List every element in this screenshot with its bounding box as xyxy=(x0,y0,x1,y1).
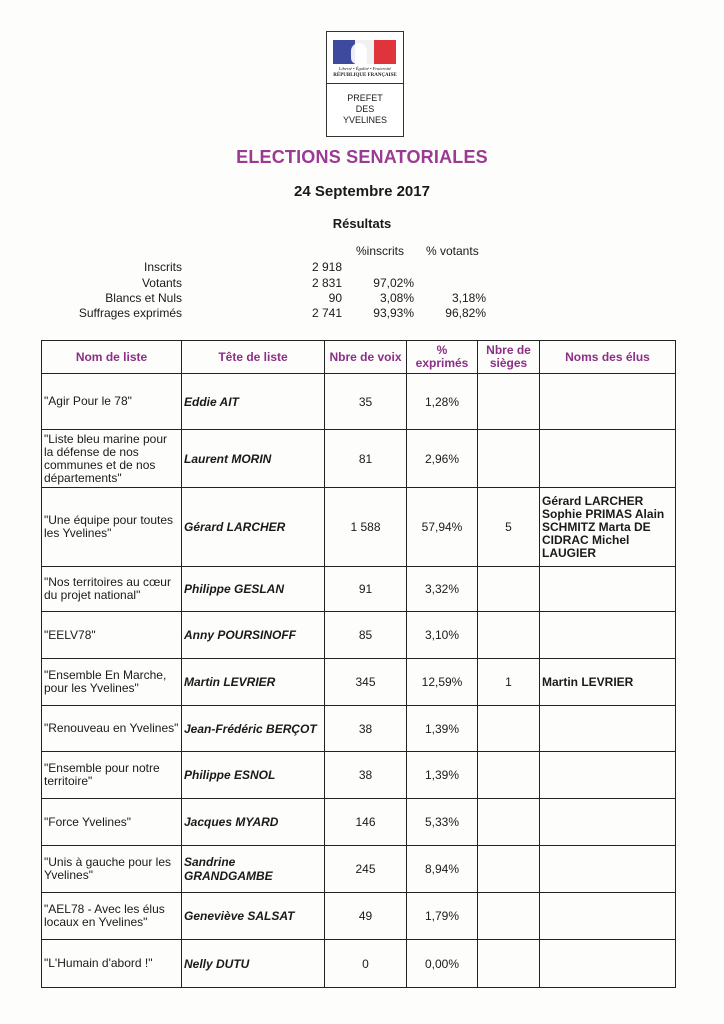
table-row xyxy=(42,846,676,893)
cell-elus xyxy=(540,799,676,846)
cell-elus xyxy=(540,612,676,659)
cell-liste: "Agir Pour le 78" xyxy=(42,374,182,430)
cell-voix: 1 588 xyxy=(325,488,407,567)
cell-elus xyxy=(540,893,676,940)
col-header: Nom de liste xyxy=(42,341,182,374)
results-heading: Résultats xyxy=(332,216,392,231)
col-header: Tête de liste xyxy=(182,341,325,374)
cell-voix: 345 xyxy=(325,659,407,706)
logo-republic: RÉPUBLIQUE FRANÇAISE xyxy=(333,73,397,78)
table-header-row xyxy=(42,341,676,374)
cell-tete: Gérard LARCHER xyxy=(182,488,325,567)
cell-voix: 81 xyxy=(325,430,407,488)
cell-liste: "EELV78" xyxy=(42,612,182,659)
cell-voix: 49 xyxy=(325,893,407,940)
cell-pct: 5,33% xyxy=(407,799,478,846)
cell-voix: 85 xyxy=(325,612,407,659)
cell-pct: 12,59% xyxy=(407,659,478,706)
cell-pct: 1,39% xyxy=(407,752,478,799)
cell-liste: "L'Humain d'abord !" xyxy=(42,940,182,988)
cell-elus: Gérard LARCHER Sophie PRIMAS Alain SCHMITZ Marta DE CIDRAC Michel LAUGIER xyxy=(540,488,676,567)
cell-sieges xyxy=(478,893,540,940)
marianne-flag-icon xyxy=(333,40,396,64)
cell-voix: 38 xyxy=(325,752,407,799)
summary-label: Votants xyxy=(141,276,182,290)
col-header: Nbre de sièges xyxy=(478,341,540,374)
cell-pct: 0,00% xyxy=(407,940,478,988)
cell-pct: 8,94% xyxy=(407,846,478,893)
prefecture-logo xyxy=(326,31,404,137)
cell-elus xyxy=(540,940,676,988)
summary-label: Blancs et Nuls xyxy=(105,291,182,305)
summary-pct-inscrits: 3,08% xyxy=(379,291,414,305)
cell-sieges xyxy=(478,799,540,846)
cell-elus xyxy=(540,706,676,752)
prefet-label: PREFET DES YVELINES xyxy=(342,93,388,125)
cell-liste: "Nos territoires au cœur du projet national" xyxy=(42,567,182,612)
table-row xyxy=(42,893,676,940)
cell-liste: "Ensemble pour notre territoire" xyxy=(42,752,182,799)
col-header: Nbre de voix xyxy=(325,341,407,374)
cell-tete: Sandrine GRANDGAMBE xyxy=(182,846,325,893)
cell-sieges xyxy=(478,752,540,799)
cell-pct: 3,32% xyxy=(407,567,478,612)
cell-pct: 57,94% xyxy=(407,488,478,567)
cell-sieges xyxy=(478,612,540,659)
cell-sieges xyxy=(478,846,540,893)
cell-tete: Philippe GESLAN xyxy=(182,567,325,612)
logo-motto: Liberté • Égalité • Fraternité xyxy=(338,66,392,71)
cell-pct: 1,79% xyxy=(407,893,478,940)
election-date: 24 Septembre 2017 xyxy=(294,183,430,200)
cell-sieges: 1 xyxy=(478,659,540,706)
summary-value: 2 918 xyxy=(311,260,342,274)
cell-tete: Geneviève SALSAT xyxy=(182,893,325,940)
cell-liste: "Renouveau en Yvelines" xyxy=(42,706,182,752)
cell-sieges xyxy=(478,430,540,488)
cell-tete: Anny POURSINOFF xyxy=(182,612,325,659)
logo-divider xyxy=(327,83,403,84)
summary-value: 2 831 xyxy=(311,276,342,290)
col-header: % exprimés xyxy=(407,341,478,374)
cell-voix: 91 xyxy=(325,567,407,612)
cell-tete: Jean-Frédéric BERÇOT xyxy=(182,706,325,752)
cell-elus xyxy=(540,752,676,799)
cell-voix: 38 xyxy=(325,706,407,752)
summary-col-votants: % votants xyxy=(426,244,479,258)
cell-elus: Martin LEVRIER xyxy=(540,659,676,706)
results-table xyxy=(41,340,676,988)
cell-tete: Philippe ESNOL xyxy=(182,752,325,799)
table-row xyxy=(42,706,676,752)
cell-voix: 0 xyxy=(325,940,407,988)
cell-sieges xyxy=(478,567,540,612)
table-row xyxy=(42,799,676,846)
cell-voix: 146 xyxy=(325,799,407,846)
summary-pct-votants: 96,82% xyxy=(445,306,486,320)
cell-liste: "Une équipe pour toutes les Yvelines" xyxy=(42,488,182,567)
table-row xyxy=(42,430,676,488)
cell-sieges xyxy=(478,706,540,752)
cell-liste: "Ensemble En Marche, pour les Yvelines" xyxy=(42,659,182,706)
cell-liste: "Liste bleu marine pour la défense de nos communes et de nos départements" xyxy=(42,430,182,488)
page-title: ELECTIONS SENATORIALES xyxy=(236,147,488,167)
cell-tete: Nelly DUTU xyxy=(182,940,325,988)
cell-pct: 1,28% xyxy=(407,374,478,430)
cell-elus xyxy=(540,374,676,430)
cell-elus xyxy=(540,846,676,893)
summary-pct-inscrits: 93,93% xyxy=(373,306,414,320)
cell-sieges xyxy=(478,940,540,988)
table-row xyxy=(42,940,676,988)
col-header: Noms des élus xyxy=(540,341,676,374)
cell-sieges xyxy=(478,374,540,430)
cell-tete: Eddie AIT xyxy=(182,374,325,430)
cell-voix: 35 xyxy=(325,374,407,430)
summary-value: 2 741 xyxy=(311,306,342,320)
summary-label: Suffrages exprimés xyxy=(78,306,182,320)
table-row xyxy=(42,567,676,612)
table-row xyxy=(42,612,676,659)
cell-elus xyxy=(540,567,676,612)
cell-pct: 2,96% xyxy=(407,430,478,488)
table-row xyxy=(42,659,676,706)
table-row xyxy=(42,374,676,430)
summary-value: 90 xyxy=(328,291,342,305)
summary-col-inscrits: %inscrits xyxy=(356,244,405,258)
summary-pct-inscrits: 97,02% xyxy=(373,276,414,290)
summary-pct-votants: 3,18% xyxy=(451,291,486,305)
cell-sieges: 5 xyxy=(478,488,540,567)
table-row xyxy=(42,488,676,567)
cell-tete: Laurent MORIN xyxy=(182,430,325,488)
cell-elus xyxy=(540,430,676,488)
cell-liste: "Force Yvelines" xyxy=(42,799,182,846)
cell-tete: Jacques MYARD xyxy=(182,799,325,846)
cell-pct: 3,10% xyxy=(407,612,478,659)
summary-label: Inscrits xyxy=(143,260,182,274)
table-row xyxy=(42,752,676,799)
cell-tete: Martin LEVRIER xyxy=(182,659,325,706)
cell-voix: 245 xyxy=(325,846,407,893)
cell-liste: "Unis à gauche pour les Yvelines" xyxy=(42,846,182,893)
cell-pct: 1,39% xyxy=(407,706,478,752)
cell-liste: "AEL78 - Avec les élus locaux en Yvelines" xyxy=(42,893,182,940)
